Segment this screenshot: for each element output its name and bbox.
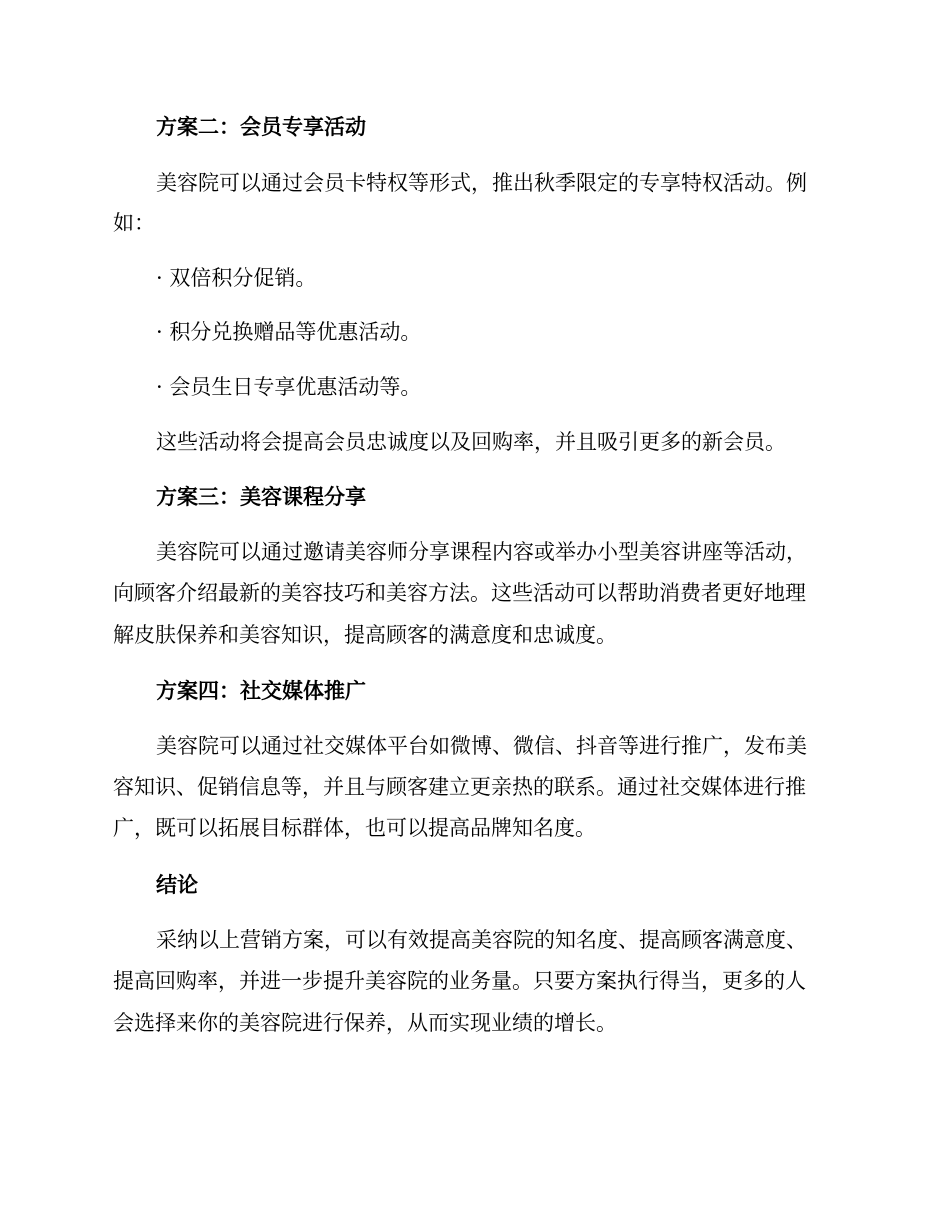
paragraph-line: 向顾客介绍最新的美容技巧和美容方法。这些活动可以帮助消费者更好地理 <box>113 581 806 605</box>
bullet-item: · 会员生日专享优惠活动等。 <box>156 375 422 399</box>
paragraph-line: 美容院可以通过社交媒体平台如微博、微信、抖音等进行推广，发布美 <box>156 734 807 758</box>
paragraph-line: 容知识、促销信息等，并且与顾客建立更亲热的联系。通过社交媒体进行推 <box>113 775 806 799</box>
section-heading-conclusion: 结论 <box>156 873 198 897</box>
paragraph-line: 广，既可以拓展目标群体，也可以提高品牌知名度。 <box>113 816 596 840</box>
paragraph-line: 美容院可以通过邀请美容师分享课程内容或举办小型美容讲座等活动， <box>156 540 807 564</box>
paragraph-line: 解皮肤保养和美容知识，提高顾客的满意度和忠诚度。 <box>113 623 617 647</box>
paragraph-line: 采纳以上营销方案，可以有效提高美容院的知名度、提高顾客满意度、 <box>156 928 807 952</box>
section-heading-plan-4: 方案四：社交媒体推广 <box>156 679 366 703</box>
paragraph-line: 提高回购率，并进一步提升美容院的业务量。只要方案执行得当，更多的人 <box>113 969 806 993</box>
paragraph-line: 如： <box>113 211 155 235</box>
paragraph-line: 美容院可以通过会员卡特权等形式，推出秋季限定的专享特权活动。例 <box>156 171 807 195</box>
paragraph-line: 会选择来你的美容院进行保养，从而实现业绩的增长。 <box>113 1011 617 1035</box>
summary-line: 这些活动将会提高会员忠诚度以及回购率，并且吸引更多的新会员。 <box>156 430 786 454</box>
section-heading-plan-3: 方案三：美容课程分享 <box>156 485 366 509</box>
bullet-item: · 双倍积分促销。 <box>156 266 317 290</box>
bullet-item: · 积分兑换赠品等优惠活动。 <box>156 320 422 344</box>
section-heading-plan-2: 方案二：会员专享活动 <box>156 115 366 139</box>
